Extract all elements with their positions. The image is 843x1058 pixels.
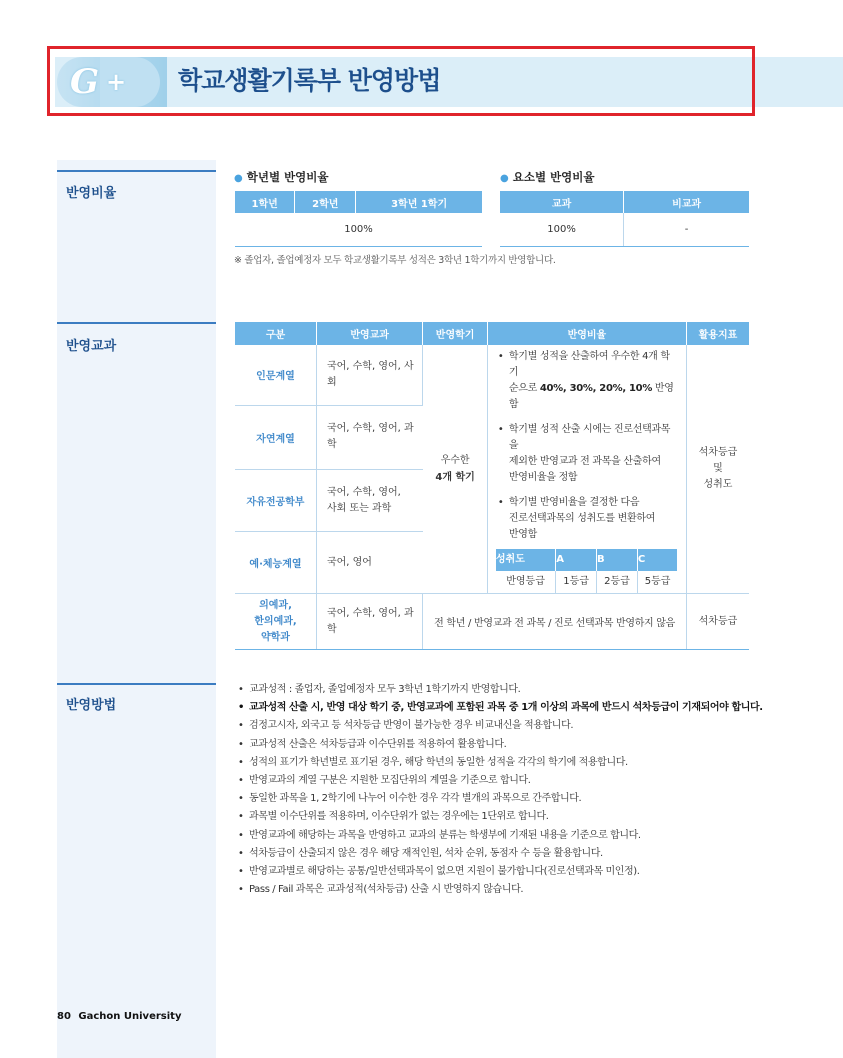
list-item: • 검정고시자, 외국고 등 석차등급 반영이 불가능한 경우 비교내신을 적용합니다. — [236, 717, 763, 735]
bullet-dot-icon: ● — [500, 173, 509, 184]
table-cell: 5등급 — [644, 576, 671, 587]
subjects-cell: 국어, 수학, 영어, 사회 — [316, 345, 422, 405]
list-item: • Pass / Fail 과목은 교과성적(석차등급) 산출 시 반영하지 않습니다. — [236, 881, 763, 899]
index-cell: 석차등급 및 성취도 — [686, 345, 749, 594]
list-item: • 반영교과별로 해당하는 공통/일반선택과목이 없으면 지원이 불가합니다(진로선택과목 미인정). — [236, 863, 763, 881]
section-divider — [57, 322, 216, 324]
university-name: Gachon University — [78, 1011, 182, 1022]
page-title: 학교생활기록부 반영방법 — [178, 66, 441, 95]
left-sidebar-column — [57, 160, 216, 1058]
table-cell: 2등급 — [597, 571, 638, 593]
table-header: B — [597, 549, 638, 571]
list-item: • 학기별 성적 산출 시에는 진로선택과목을 제외한 반영교과 전 과목을 산출하여 반영비율을 정함 — [496, 422, 678, 486]
table-header: C — [637, 549, 677, 571]
table-header: 2학년 — [295, 191, 356, 213]
subjects-cell: 국어, 영어 — [316, 532, 422, 594]
list-item: • 교과성적 산출은 석차등급과 이수단위를 적용하여 활용합니다. — [236, 736, 763, 754]
bullet-dot-icon: ● — [234, 173, 243, 184]
list-item: • 학기별 반영비율을 결정한 다음 진로선택과목의 성취도를 변환하여 반영함 — [496, 495, 678, 543]
subject-table — [235, 322, 749, 650]
table-header: 비교과 — [624, 191, 749, 213]
section-divider — [57, 170, 216, 172]
grade-conversion-table — [496, 549, 678, 593]
subjects-cell: 국어, 수학, 영어, 사회 또는 과학 — [316, 469, 422, 532]
category-cell: 의예과, 한의예과, 약학과 — [235, 594, 316, 650]
table-cell: - — [624, 213, 749, 246]
table-cell: 100% — [500, 213, 624, 246]
page-number: 80 — [57, 1011, 71, 1022]
ratio-cell — [487, 345, 686, 594]
category-cell: 예·체능계열 — [235, 532, 316, 594]
category-cell: 인문계열 — [235, 345, 316, 405]
table-header: 1학년 — [235, 191, 295, 213]
list-item: • 교과성적 산출 시, 반영 대상 학기 중, 반영교과에 포함된 과목 중 1개 이상의 과목에 반드시 석차등급이 기재되어야 합니다. — [236, 699, 763, 717]
list-item: • 반영교과에 해당하는 과목을 반영하고 교과의 분류는 학생부에 기재된 내용을 기준으로 합니다. — [236, 827, 763, 845]
grade-ratio-table — [235, 191, 482, 247]
term-cell: 우수한 4개 학기 — [423, 345, 488, 594]
table-cell: 1등급 — [556, 571, 597, 593]
list-item: • 성적의 표기가 학년별로 표기된 경우, 해당 학년의 동일한 성적을 각각의 학기에 적용합니다. — [236, 754, 763, 772]
table-header: A — [556, 549, 597, 571]
section-divider — [57, 683, 216, 685]
section-label-subjects: 반영교과 — [66, 339, 117, 354]
subjects-cell: 국어, 수학, 영어, 과학 — [316, 594, 422, 650]
list-item: • 반영교과의 계열 구분은 지원한 모집단위의 계열을 기준으로 합니다. — [236, 772, 763, 790]
note-text: ※ 졸업자, 졸업예정자 모두 학교생활기록부 성적은 3학년 1학기까지 반영합니다. — [234, 255, 556, 266]
table-header: 3학년 1학기 — [356, 191, 482, 213]
table-header: 성취도 — [496, 549, 556, 571]
grade-ratio-heading: ● 학년별 반영비율 — [234, 170, 329, 184]
table-header: 활용지표 — [686, 322, 749, 345]
table-cell: 반영등급 — [496, 571, 556, 593]
method-list — [236, 681, 763, 899]
index-cell: 석차등급 — [686, 594, 749, 650]
table-header: 반영교과 — [316, 322, 422, 345]
list-item: • 과목별 이수단위를 적용하며, 이수단위가 없는 경우에는 1단위로 합니다. — [236, 808, 763, 826]
category-cell: 자유전공학부 — [235, 469, 316, 532]
element-ratio-heading: ● 요소별 반영비율 — [500, 170, 595, 184]
highlight-box — [47, 46, 755, 116]
list-item: • 석차등급이 산출되지 않은 경우 해당 재적인원, 석차 순위, 동점자 수 등을 활용합니다. — [236, 845, 763, 863]
category-cell: 자연계열 — [235, 405, 316, 469]
table-cell: 100% — [235, 213, 482, 246]
subjects-cell: 국어, 수학, 영어, 과학 — [316, 405, 422, 469]
section-label-ratio: 반영비율 — [66, 186, 117, 201]
list-item: • 동일한 과목을 1, 2학기에 나누어 이수한 경우 각각 별개의 과목으로 간주합니다. — [236, 790, 763, 808]
section-label-method: 반영방법 — [66, 698, 117, 713]
page-footer — [57, 1011, 181, 1022]
list-item: • 교과성적 : 졸업자, 졸업예정자 모두 3학년 1학기까지 반영합니다. — [236, 681, 763, 699]
table-header: 반영학기 — [423, 322, 488, 345]
table-header: 교과 — [500, 191, 624, 213]
element-ratio-table — [500, 191, 749, 247]
merged-cell: 전 학년 / 반영교과 전 과목 / 진로 선택과목 반영하지 않음 — [423, 594, 687, 650]
table-header: 구분 — [235, 322, 316, 345]
list-item: • 학기별 성적을 산출하여 우수한 4개 학기 순으로 40%, 30%, 20%, 10% 반영함 — [496, 349, 678, 413]
gachon-logo-icon: G + — [70, 62, 127, 102]
table-header: 반영비율 — [487, 322, 686, 345]
